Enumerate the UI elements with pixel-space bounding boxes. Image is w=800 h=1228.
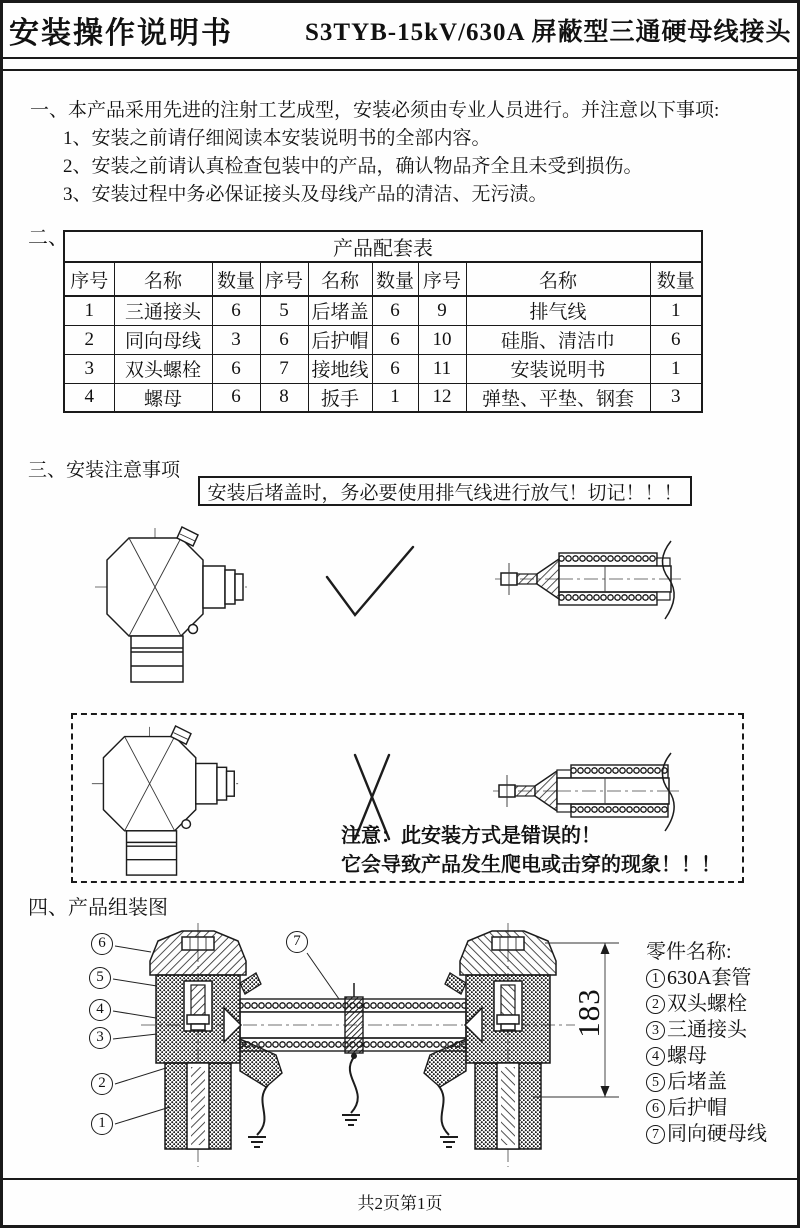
col-header: 名称 [466, 262, 650, 296]
section3-label: 三、 [28, 460, 67, 481]
table-cell: 6 [372, 354, 418, 383]
table-cell: 螺母 [114, 383, 212, 412]
part-num: 5 [646, 1073, 665, 1092]
part-item [646, 1043, 767, 1069]
check-mark-icon [321, 541, 419, 629]
dimension-label: 183 [571, 988, 606, 1038]
parts-table [63, 230, 703, 413]
col-header: 数量 [212, 262, 260, 296]
part-num: 2 [646, 995, 665, 1014]
parts-list [646, 939, 767, 1147]
callout-1: 1 [91, 1113, 113, 1135]
header-divider-band [3, 59, 797, 71]
table-row [64, 383, 702, 412]
table-cell: 5 [260, 296, 308, 325]
table-cell: 接地线 [308, 354, 372, 383]
col-header: 序号 [418, 262, 466, 296]
table-cell: 12 [418, 383, 466, 412]
section4-heading [28, 891, 168, 920]
table-cell: 11 [418, 354, 466, 383]
part-name: 双头螺栓 [667, 993, 747, 1015]
table-cell: 6 [212, 296, 260, 325]
table-row [64, 325, 702, 354]
table-cell: 后护帽 [308, 325, 372, 354]
footer-page-info: 共2页第1页 [357, 1194, 443, 1213]
table-cell: 3 [650, 383, 702, 412]
table-cell: 1 [64, 296, 114, 325]
part-item [646, 991, 767, 1017]
instruction-item-2: 2、安装之前请认真检查包装中的产品，确认物品齐全且未受到损伤。 [63, 156, 643, 177]
wrong-connector-diagram [89, 725, 241, 877]
section2-label: 二、 [28, 227, 68, 249]
part-name: 同向硬母线 [667, 1123, 767, 1145]
table-cell: 三通接头 [114, 296, 212, 325]
table-cell: 6 [260, 325, 308, 354]
part-num: 3 [646, 1021, 665, 1040]
section1-label: 一、 [30, 100, 69, 121]
table-cell: 1 [650, 354, 702, 383]
part-item [646, 1095, 767, 1121]
table-cell: 7 [260, 354, 308, 383]
table-cell: 6 [372, 325, 418, 354]
section4-label: 四、 [28, 897, 68, 919]
wrong-note-line2: 它会导致产品发生爬电或击穿的现象！！！ [341, 854, 721, 876]
table-cell: 弹垫、平垫、钢套 [466, 383, 650, 412]
part-name: 螺母 [667, 1045, 707, 1067]
table-cell: 安装说明书 [466, 354, 650, 383]
table-cell: 2 [64, 325, 114, 354]
part-item [646, 1121, 767, 1147]
parts-list-title: 零件名称: [646, 941, 732, 963]
part-item [646, 1017, 767, 1043]
col-header: 名称 [308, 262, 372, 296]
callout-5: 5 [89, 967, 111, 989]
callout-4: 4 [89, 999, 111, 1021]
part-name: 三通接头 [667, 1019, 747, 1041]
table-cell: 6 [650, 325, 702, 354]
doc-title: 安装操作说明书 [9, 17, 233, 50]
warning-box: 安装后堵盖时，务必要使用排气线进行放气！切记！！！ [198, 476, 692, 506]
callout-3: 3 [89, 1027, 111, 1049]
part-name: 后护帽 [667, 1097, 727, 1119]
table-cell: 10 [418, 325, 466, 354]
part-name: 630A套管 [667, 967, 752, 989]
instruction-item-1: 1、安装之前请仔细阅读本安装说明书的全部内容。 [63, 128, 491, 149]
part-num: 7 [646, 1125, 665, 1144]
table-cell: 3 [64, 354, 114, 383]
table-cell: 6 [212, 354, 260, 383]
col-header: 数量 [650, 262, 702, 296]
table-cell: 1 [650, 296, 702, 325]
col-header: 序号 [64, 262, 114, 296]
part-num: 6 [646, 1099, 665, 1118]
footer-divider [3, 1178, 797, 1180]
callout-2: 2 [91, 1073, 113, 1095]
section1-text: 本产品采用先进的注射工艺成型，安装必须由专业人员进行。并注意以下事项: [68, 100, 720, 121]
table-cell: 1 [372, 383, 418, 412]
section4-title: 产品组装图 [68, 897, 168, 919]
correct-connector-diagram [95, 526, 247, 684]
part-item [646, 965, 767, 991]
col-header: 序号 [260, 262, 308, 296]
table-cell: 9 [418, 296, 466, 325]
table-cell: 后堵盖 [308, 296, 372, 325]
table-cell: 6 [372, 296, 418, 325]
part-item [646, 1069, 767, 1095]
table-cell: 扳手 [308, 383, 372, 412]
table-row [64, 354, 702, 383]
section1-intro [30, 95, 719, 122]
table-title: 产品配套表 [64, 231, 702, 262]
table-cell: 同向母线 [114, 325, 212, 354]
assembly-diagram [83, 921, 628, 1171]
table-cell: 双头螺栓 [114, 354, 212, 383]
table-cell: 3 [212, 325, 260, 354]
correct-busbar-diagram [495, 539, 683, 621]
callout-7: 7 [286, 931, 308, 953]
table-cell: 4 [64, 383, 114, 412]
part-name: 后堵盖 [667, 1071, 727, 1093]
page-header [3, 3, 797, 59]
section3-title: 安装注意事项 [66, 460, 181, 481]
col-header: 名称 [114, 262, 212, 296]
part-num: 4 [646, 1047, 665, 1066]
doc-subtitle: S3TYB-15kV/630A 屏蔽型三通硬母线接头 [305, 19, 792, 46]
table-cell: 排气线 [466, 296, 650, 325]
part-num: 1 [646, 969, 665, 988]
col-header: 数量 [372, 262, 418, 296]
table-cell: 8 [260, 383, 308, 412]
table-cell: 6 [212, 383, 260, 412]
table-cell: 硅脂、清洁巾 [466, 325, 650, 354]
table-row [64, 296, 702, 325]
instruction-item-3: 3、安装过程中务必保证接头及母线产品的清洁、无污渍。 [63, 184, 548, 205]
callout-6: 6 [91, 933, 113, 955]
section3-heading [28, 455, 180, 482]
wrong-note-line1: 注意：此安装方式是错误的！ [341, 825, 601, 847]
